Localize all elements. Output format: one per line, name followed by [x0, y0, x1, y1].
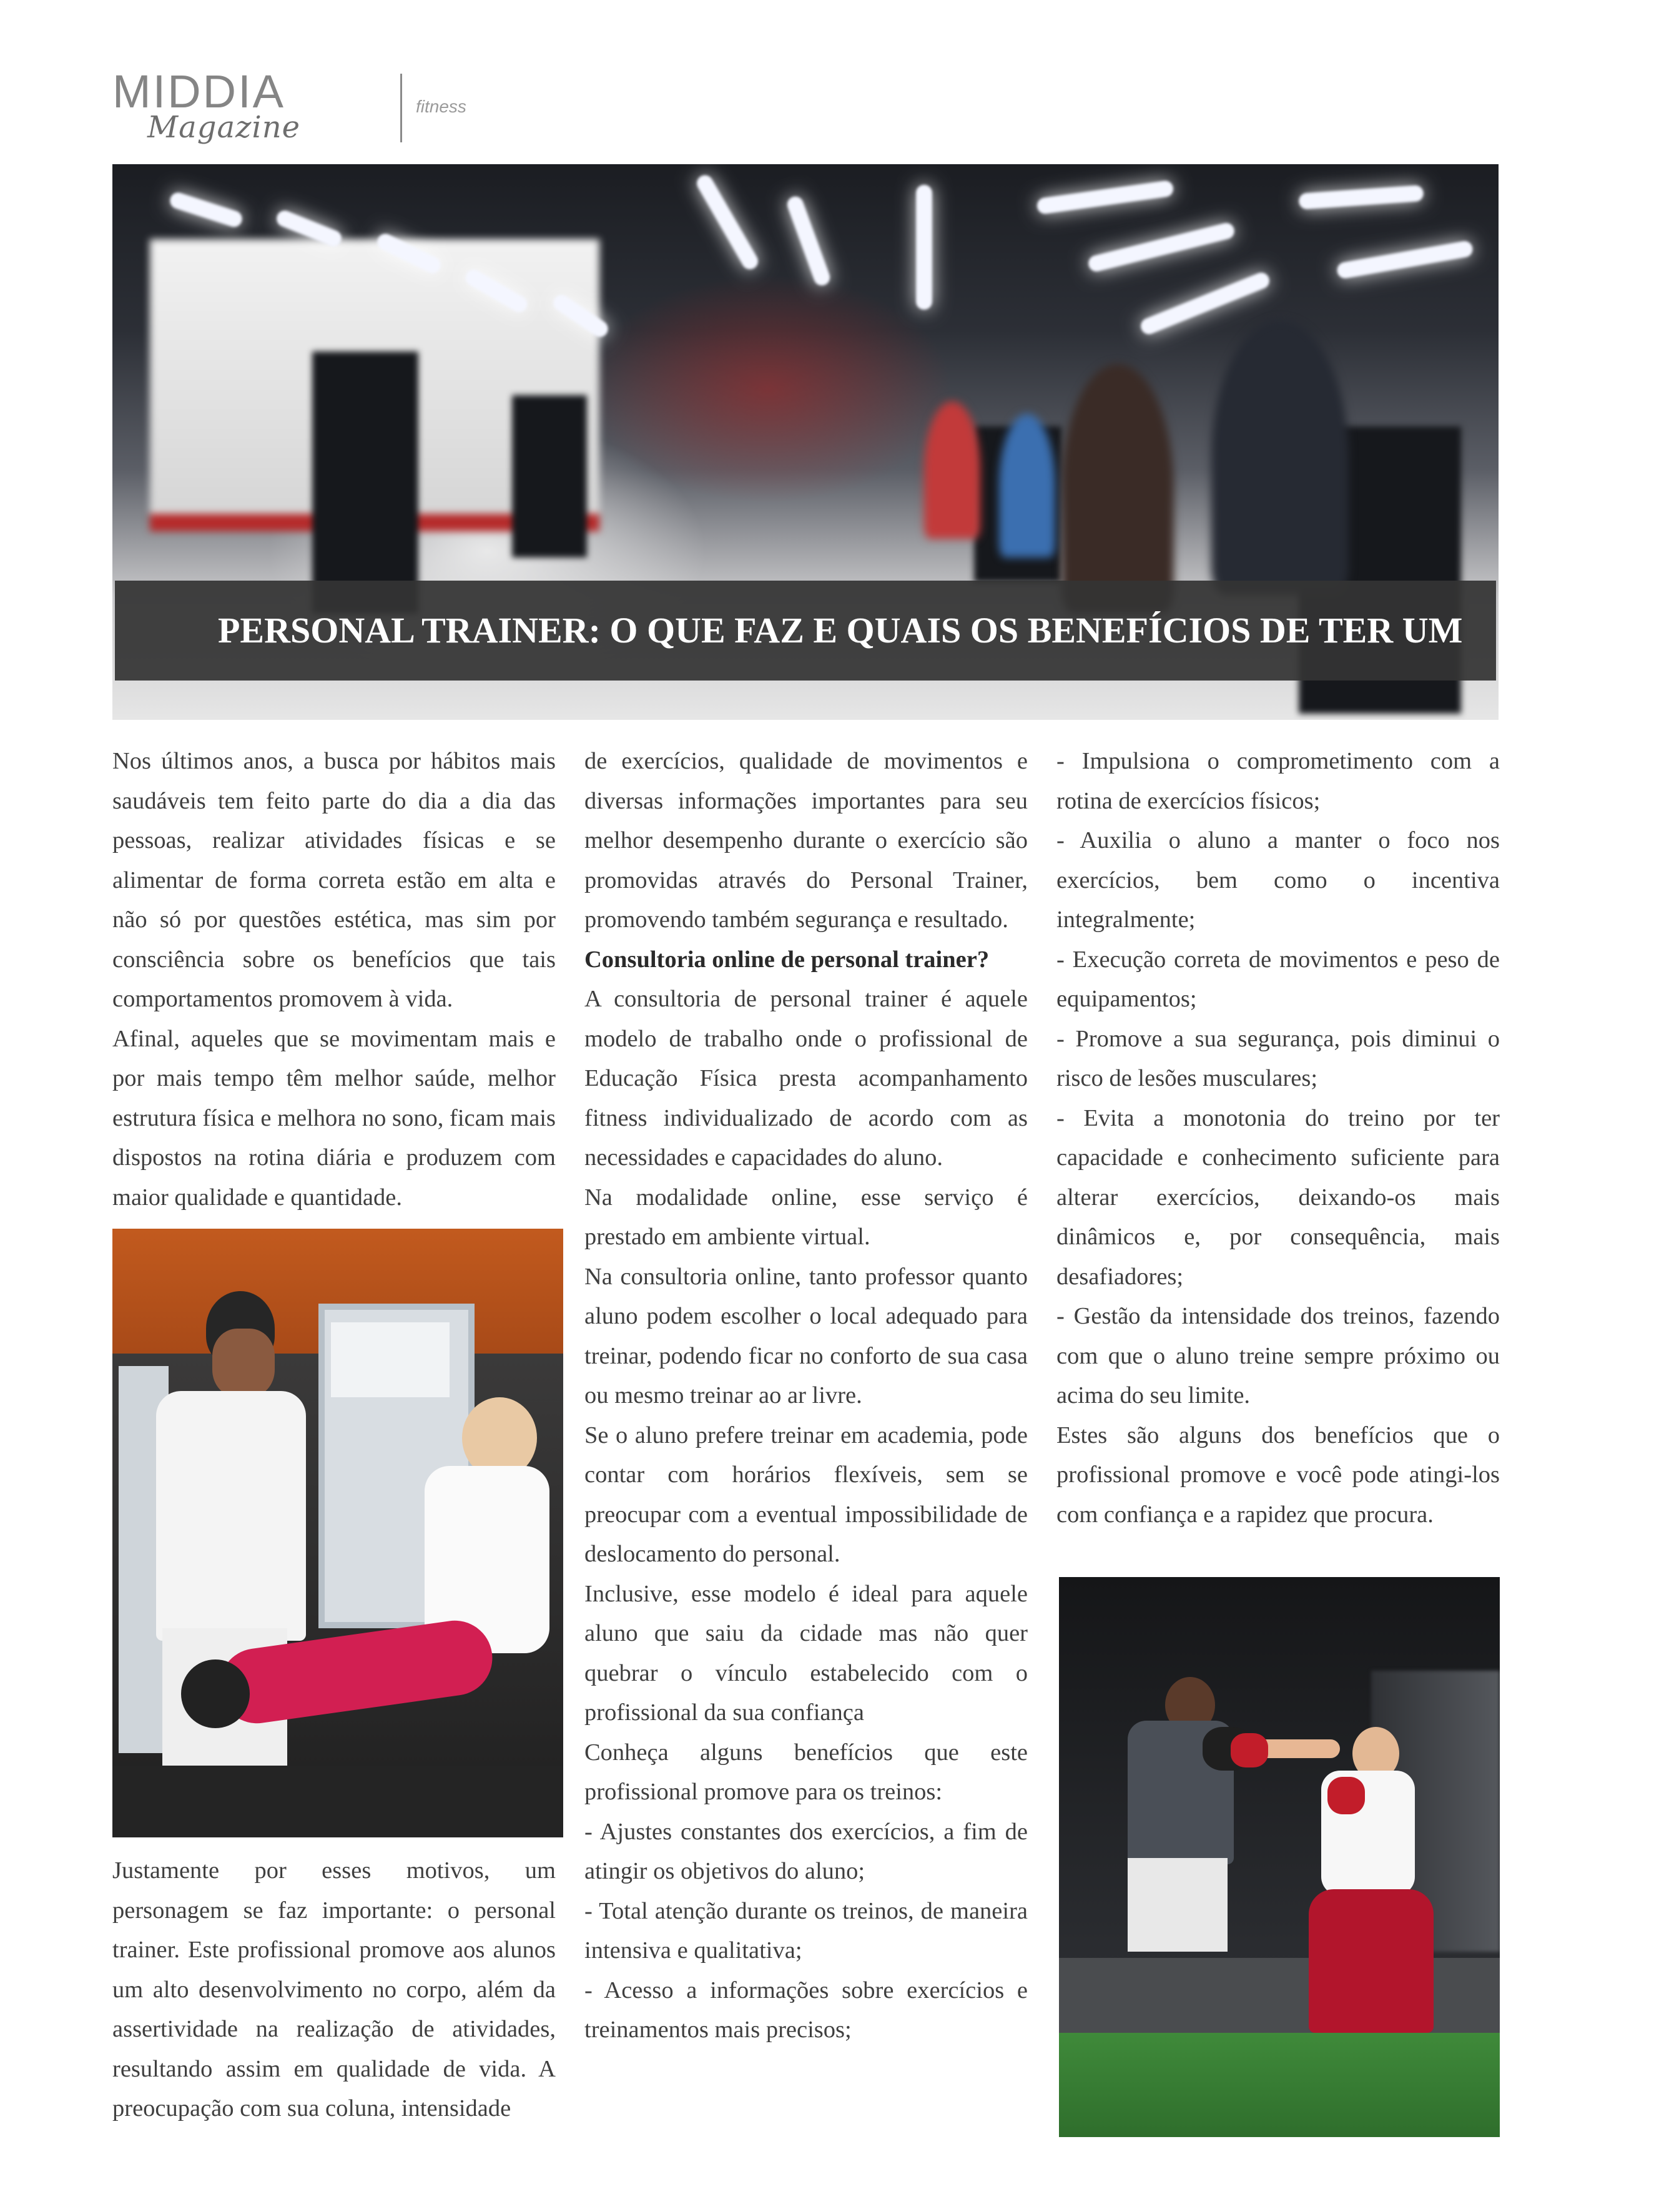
subheading: Consultoria online de personal trainer?: [584, 946, 990, 973]
hero-light: [916, 185, 932, 310]
hero-person: [999, 414, 1055, 558]
hero-machine: [312, 351, 418, 614]
paragraph: Estes são alguns dos benefícios que o profissional promove e você pode atingi-los com confiança e a rapidez que procura.: [1056, 1422, 1500, 1528]
photo-client-leggings: [1309, 1889, 1434, 2033]
section-label: fitness: [416, 97, 466, 116]
photo-boxing-glove: [1231, 1733, 1268, 1767]
hero-title-bar: [115, 581, 1496, 681]
column-1-top: [112, 742, 556, 1217]
paragraph: Afinal, aqueles que se movimentam mais e por mais tempo têm melhor saúde, melhor estrutura física e melhora no sono, ficam mais dispostos na rotina diária e produzem com maior qualidade e quantidade.: [112, 1025, 556, 1211]
column-2: [584, 742, 1028, 2050]
hero-light: [694, 172, 761, 272]
paragraph: Conheça alguns benefícios que este profissional promove para os treinos:: [584, 1739, 1028, 1805]
photo-trainer-shorts: [1128, 1858, 1228, 1952]
hero-light: [1036, 180, 1174, 215]
photo-boxing-training: [1059, 1577, 1500, 2137]
hero-person: [1061, 364, 1174, 614]
photo-turf: [1059, 2033, 1500, 2137]
list-item: - Evita a monotonia do treino por ter capacidade e conhecimento suficiente para alterar exercícios, deixando-os mais dinâmicos e, por consequência, mais desafiadores;: [1056, 1104, 1500, 1290]
column-1-bottom: [112, 1851, 556, 2129]
photo-trainer-leg-extension: [112, 1229, 563, 1837]
paragraph: Nos últimos anos, a busca por hábitos mais saudáveis tem feito parte do dia a dia das pessoas, realizar atividades físicas e se alimentar de forma correta estão em alta e não só por questões estética, mas sim por consciência sobre os benefícios que tais comportamentos promovem à vida.: [112, 748, 556, 1012]
paragraph: Na consultoria online, tanto professor quanto aluno podem escolher o local adequado para treinar, podendo ficar no conforto de sua casa ou mesmo treinar ao ar livre.: [584, 1263, 1028, 1408]
list-item: - Promove a sua segurança, pois diminui o risco de lesões musculares;: [1056, 1025, 1500, 1091]
list-item: - Auxilia o aluno a manter o foco nos exercícios, bem como o incentiva integralmente;: [1056, 827, 1500, 933]
logo-divider: [400, 74, 402, 142]
column-3: [1056, 742, 1500, 1535]
hero-light: [1138, 270, 1272, 337]
photo-floor: [112, 1766, 563, 1837]
paragraph: Se o aluno prefere treinar em academia, pode contar com horários flexíveis, sem se preocupar com a eventual impossibilidade de deslocamento do personal.: [584, 1422, 1028, 1567]
list-item: - Gestão da intensidade dos treinos, fazendo com que o aluno treine sempre próximo ou acima do seu limite.: [1056, 1303, 1500, 1408]
hero-person: [924, 401, 980, 539]
paragraph: A consultoria de personal trainer é aquele modelo de trabalho onde o profissional de Educação Física presta acompanhamento fitness individualizado de acordo com as necessidades e capacidades do aluno.: [584, 986, 1028, 1171]
photo-machine-placard: [331, 1322, 450, 1397]
list-item: - Total atenção durante os treinos, de maneira intensiva e qualitativa;: [584, 1897, 1028, 1964]
hero-light: [785, 194, 832, 288]
paragraph: de exercícios, qualidade de movimentos e diversas informações importantes para seu melhor desempenho durante o exercício são promovidas através do Personal Trainer, promovendo também segurança e resultado.: [584, 748, 1028, 933]
list-item: - Execução correta de movimentos e peso de equipamentos;: [1056, 946, 1500, 1012]
paragraph: Na modalidade online, esse serviço é prestado em ambiente virtual.: [584, 1184, 1028, 1250]
list-item: - Acesso a informações sobre exercícios e treinamentos mais precisos;: [584, 1977, 1028, 2043]
hero-light: [168, 190, 244, 229]
photo-trainer-shirt: [156, 1391, 306, 1641]
photo-trainer-head: [212, 1329, 275, 1397]
paragraph: Inclusive, esse modelo é ideal para aquele aluno que saiu da cidade mas não quer quebrar o vínculo estabelecido com o profissional da sua confiança: [584, 1580, 1028, 1726]
hero-light: [1298, 185, 1424, 210]
hero-light: [1336, 240, 1474, 280]
brand-name: MIDDIA: [112, 66, 285, 117]
hero-person: [1211, 320, 1349, 595]
magazine-logo: [112, 66, 487, 150]
list-item: - Ajustes constantes dos exercícios, a fim de atingir os objetivos do aluno;: [584, 1818, 1028, 1884]
list-item: - Impulsiona o comprometimento com a rotina de exercícios físicos;: [1056, 748, 1500, 814]
photo-mat: [1059, 1958, 1500, 2039]
photo-boxing-glove: [1327, 1777, 1365, 1814]
hero-machine: [512, 395, 587, 558]
brand-script: Magazine: [147, 110, 301, 145]
paragraph: Justamente por esses motivos, um personagem se faz importante: o personal trainer. Este profissional promove aos alunos um alto desenvolvimento no corpo, além da assertividade na realização de atividades, resultando assim em qualidade de vida. A preocupação com sua coluna, intensidade: [112, 1857, 556, 2121]
hero-light: [1086, 221, 1236, 273]
article-title: PERSONAL TRAINER: O QUE FAZ E QUAIS OS BENEFÍCIOS DE TER UM: [218, 610, 1463, 651]
photo-leg-pad: [181, 1659, 250, 1728]
hero-image: [112, 164, 1499, 720]
